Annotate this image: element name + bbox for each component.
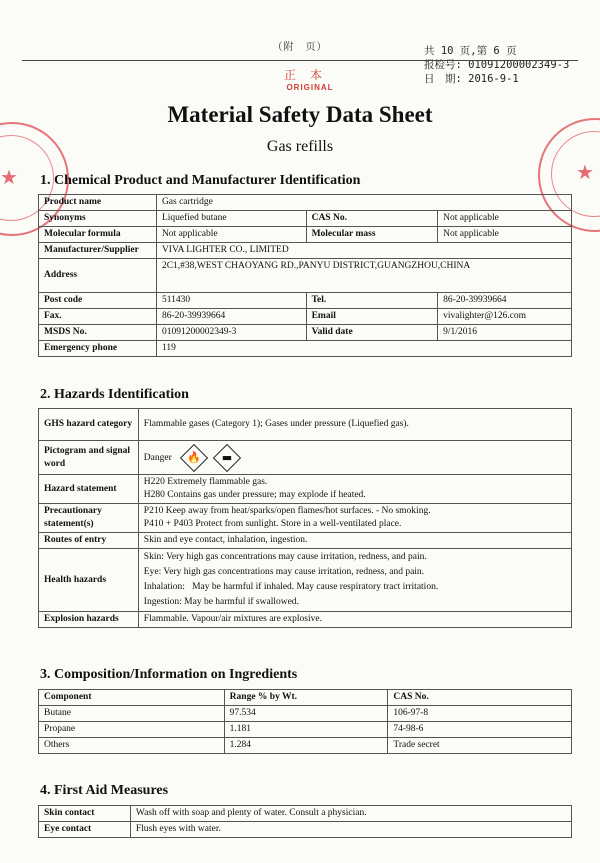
range-cell: 97.534 (224, 706, 388, 722)
table-row (39, 738, 572, 754)
hazard-h220: H220 Extremely flammable gas. (143, 477, 268, 487)
mass-value: Not applicable (438, 227, 572, 243)
table-row (39, 243, 572, 259)
table-row (39, 806, 572, 822)
section3-heading: 3. Composition/Information on Ingredients (40, 667, 298, 682)
routes-value: Skin and eye contact, inhalation, ingestion. (138, 533, 571, 549)
cas-cell: 106-97-8 (388, 706, 572, 722)
original-stamp-cn: 正本 (283, 68, 336, 82)
cas-label: CAS No. (306, 211, 438, 227)
right-seal-star-icon: ★ (576, 160, 594, 184)
email-value: vivalighter@126.com (438, 309, 572, 325)
skin-contact-value: Wash off with soap and plenty of water. Consult a physician. (130, 806, 571, 822)
signal-word: Danger (143, 452, 172, 463)
page-count: 共 10 页,第 6 页 (424, 45, 517, 57)
table-row (39, 325, 572, 341)
section4-heading: 4. First Aid Measures (40, 783, 169, 798)
col-range: Range % by Wt. (224, 690, 388, 706)
report-number: 报检号: 01091200002349-3 (424, 59, 570, 71)
original-stamp (270, 66, 350, 92)
table-row (39, 475, 572, 504)
flame-pictogram-icon: 🔥 (180, 443, 208, 471)
health-eye: Eye: Very high gas concentrations may cause irritation, redness, and pain. (143, 567, 425, 577)
health-inhalation: Inhalation: May be harmful if inhaled. May cause respiratory tract irritation. (143, 582, 439, 592)
first-aid-table (38, 805, 572, 838)
synonyms-value: Liquefied butane (156, 211, 306, 227)
table-row (39, 341, 572, 357)
hazards-table (38, 408, 572, 628)
component-cell: Propane (39, 722, 225, 738)
table-row (39, 409, 572, 441)
precaution-p210: P210 Keep away from heat/sparks/open flames/hot surfaces. - No smoking. (143, 506, 431, 516)
product-name-label: Product name (39, 195, 157, 211)
address-label: Address (39, 259, 157, 293)
ghs-label: GHS hazard category (39, 409, 139, 441)
ghs-value: Flammable gases (Category 1); Gases under pressure (Liquefied gas). (138, 409, 571, 441)
valid-date-value: 9/1/2016 (438, 325, 572, 341)
cas-value: Not applicable (438, 211, 572, 227)
health-ingestion: Ingestion: May be harmful if swallowed. (143, 597, 299, 607)
range-cell: 1.181 (224, 722, 388, 738)
table-row (39, 706, 572, 722)
document-subtitle: Gas refills (266, 138, 334, 155)
col-component: Component (39, 690, 225, 706)
eye-contact-value: Flush eyes with water. (130, 822, 571, 838)
component-cell: Butane (39, 706, 225, 722)
table-row (39, 293, 572, 309)
table-row (39, 722, 572, 738)
explosion-value: Flammable. Vapour/air mixtures are explosive. (138, 612, 571, 628)
table-row (39, 309, 572, 325)
hazard-h280: H280 Contains gas under pressure; may explode if heated. (143, 490, 366, 500)
tel-value: 86-20-39939664 (438, 293, 572, 309)
postcode-label: Post code (39, 293, 157, 309)
table-row (39, 504, 572, 533)
msds-label: MSDS No. (39, 325, 157, 341)
tel-label: Tel. (306, 293, 438, 309)
identification-table (38, 194, 572, 357)
synonyms-label: Synonyms (39, 211, 157, 227)
table-row (39, 612, 572, 628)
precaution-label: Precautionary statement(s) (39, 504, 139, 533)
eye-contact-label: Eye contact (39, 822, 131, 838)
table-row (39, 195, 572, 211)
formula-value: Not applicable (156, 227, 306, 243)
emergency-label: Emergency phone (39, 341, 157, 357)
table-row (39, 259, 572, 293)
formula-label: Molecular formula (39, 227, 157, 243)
component-cell: Others (39, 738, 225, 754)
composition-table (38, 689, 572, 754)
emergency-value: 119 (156, 341, 571, 357)
table-row (39, 549, 572, 612)
manufacturer-label: Manufacturer/Supplier (39, 243, 157, 259)
header-rule (22, 60, 578, 61)
report-date: 日 期: 2016-9-1 (424, 73, 519, 85)
health-label: Health hazards (39, 549, 139, 612)
manufacturer-value: VIVA LIGHTER CO., LIMITED (156, 243, 571, 259)
precaution-p410: P410 + P403 Protect from sunlight. Store in a well-ventilated place. (143, 519, 402, 529)
gas-cylinder-pictogram-icon: ▬ (212, 443, 240, 471)
cas-cell: 74-98-6 (388, 722, 572, 738)
valid-date-label: Valid date (306, 325, 438, 341)
table-row (39, 822, 572, 838)
fax-label: Fax. (39, 309, 157, 325)
pictogram-value (138, 441, 571, 475)
email-label: Email (306, 309, 438, 325)
pictogram-label: Pictogram and signal word (39, 441, 139, 475)
table-row (39, 533, 572, 549)
left-seal-star-icon: ★ (0, 165, 18, 189)
original-stamp-en: ORIGINAL (286, 83, 334, 92)
fax-value: 86-20-39939664 (156, 309, 306, 325)
msds-value: 01091200002349-3 (156, 325, 306, 341)
postcode-value: 511430 (156, 293, 306, 309)
col-cas: CAS No. (388, 690, 572, 706)
range-cell: 1.284 (224, 738, 388, 754)
section2-heading: 2. Hazards Identification (40, 387, 189, 402)
health-value (138, 549, 571, 612)
skin-contact-label: Skin contact (39, 806, 131, 822)
explosion-label: Explosion hazards (39, 612, 139, 628)
report-info (424, 44, 569, 86)
table-row (39, 211, 572, 227)
table-row (39, 441, 572, 475)
document-title: Material Safety Data Sheet (167, 102, 433, 127)
product-name-value: Gas cartridge (156, 195, 571, 211)
cas-cell: Trade secret (388, 738, 572, 754)
appendix-label: （附 页） (272, 42, 328, 53)
table-header-row (39, 690, 572, 706)
health-skin: Skin: Very high gas concentrations may cause irritation, redness, and pain. (143, 552, 427, 562)
section1-heading: 1. Chemical Product and Manufacturer Identification (40, 173, 361, 188)
precaution-value (138, 504, 571, 533)
mass-label: Molecular mass (306, 227, 438, 243)
hazard-statement-value (138, 475, 571, 504)
routes-label: Routes of entry (39, 533, 139, 549)
hazard-statement-label: Hazard statement (39, 475, 139, 504)
address-value: 2C1,#38,WEST CHAOYANG RD.,PANYU DISTRICT,GUANGZHOU,CHINA (156, 259, 571, 293)
table-row (39, 227, 572, 243)
